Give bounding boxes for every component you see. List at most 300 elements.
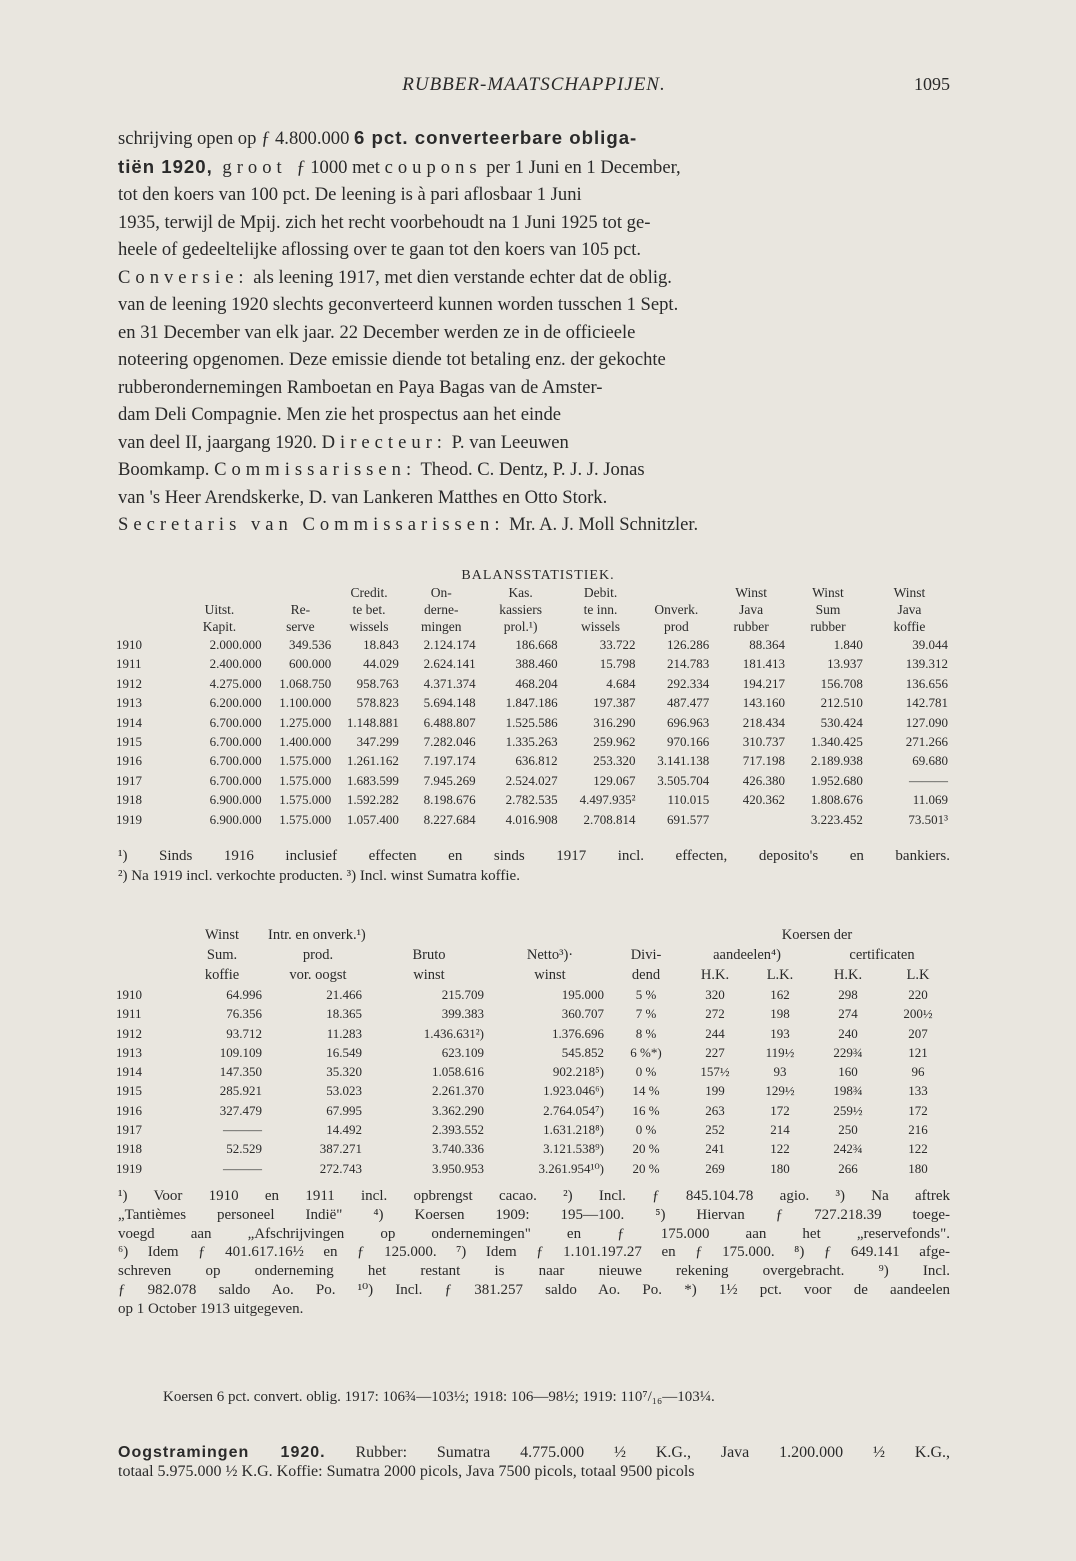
table-cell: 1.068.750: [279, 675, 332, 691]
table-header-row: [116, 945, 952, 965]
table-cell: 13.937: [827, 656, 863, 672]
table-cell: 8.227.684: [423, 811, 476, 827]
column-header: [639, 584, 713, 601]
table-cell: 1.683.599: [346, 772, 399, 788]
table-cell: 129½: [765, 1083, 795, 1099]
table-cell: 252: [705, 1122, 725, 1138]
table-cell: 11.069: [912, 792, 948, 808]
column-header: serve: [286, 619, 315, 634]
column-header: winst: [534, 967, 566, 983]
text-line: ƒ 1000 met: [296, 156, 385, 178]
text-line: ƒ 4.800.000: [261, 128, 355, 149]
table-cell: ———: [223, 1122, 262, 1138]
column-header: prod.: [302, 947, 334, 963]
table-cell: 4.275.000: [209, 675, 262, 691]
table-cell: 214: [770, 1122, 790, 1138]
text-line: Theod. C. Dentz, P. J. J. Jonas: [416, 459, 645, 480]
table-cell: 162: [770, 987, 790, 1002]
table-cell: 6.700.000: [209, 753, 262, 769]
table-cell: 1.631.218⁸): [543, 1122, 604, 1138]
column-header: Debit.: [583, 585, 618, 600]
year-cell: 1913: [116, 695, 142, 711]
table-cell: 2.624.141: [423, 656, 476, 672]
column-header: winst: [413, 967, 445, 983]
running-header: [118, 74, 950, 104]
column-header: H.K.: [833, 967, 863, 983]
table-cell: 292.334: [666, 675, 710, 691]
spaced-text: Conversie:: [118, 266, 249, 288]
table-cell: 1.575.000: [279, 792, 332, 808]
column-header: L.K.: [766, 967, 794, 983]
bold-heading: tiën 1920,: [118, 155, 213, 177]
column-header: [116, 925, 176, 945]
table-cell: 530.424: [820, 714, 863, 730]
table-cell: 7.197.174: [423, 753, 476, 769]
table-cell: 160: [838, 1064, 858, 1080]
column-header: [116, 945, 176, 965]
table-cell: 199: [705, 1083, 725, 1099]
footnote: schreven op onderneming het restant is naar nieuwe rekening overgebracht. ⁹) Incl.: [118, 1263, 950, 1280]
table-cell: 2.764.054⁷): [543, 1102, 604, 1118]
table-cell: 1.261.162: [346, 753, 399, 769]
table-cell: 142.781: [905, 695, 948, 711]
text-line: Boomkamp.: [118, 459, 215, 480]
column-header: certificaten: [849, 947, 915, 963]
footnote: ¹) Sinds 1916 inclusief effecten en sinds 1917 incl. effecten, deposito's en bankiers.: [118, 848, 950, 864]
running-title: RUBBER-MAATSCHAPPIJEN.: [402, 74, 666, 95]
table-row: [116, 1101, 952, 1120]
page-number: 1095: [914, 74, 950, 94]
table-cell: 110.015: [667, 792, 710, 808]
table-cell: 3.740.336: [432, 1141, 484, 1157]
year-cell: 1914: [116, 1064, 142, 1080]
table-cell: 93: [773, 1064, 787, 1080]
table-cell: 2.189.938: [810, 753, 863, 769]
table-header-row: [116, 925, 952, 945]
table-cell: 35.320: [326, 1064, 362, 1080]
table-cell: 44.029: [363, 656, 399, 672]
table-cell: 1.525.586: [505, 714, 558, 730]
table-cell: 316.290: [593, 714, 636, 730]
table-cell: 6.700.000: [209, 772, 262, 788]
table-cell: 387.271: [319, 1141, 362, 1157]
table-cell: 229¾: [833, 1044, 863, 1060]
table-row: [116, 1159, 952, 1178]
table-cell: 16.549: [326, 1044, 362, 1060]
table-row: [116, 1004, 952, 1023]
year-cell: 1910: [116, 987, 142, 1002]
table-cell: 253.320: [593, 753, 636, 769]
table-cell: 6.488.807: [423, 714, 476, 730]
footnote: ¹) Voor 1910 en 1911 incl. opbrengst cacao. ²) Incl. ƒ 845.104.78 agio. ³) Na aftrek: [118, 1188, 950, 1204]
table-cell: 88.364: [749, 637, 786, 652]
year-cell: 1918: [116, 1141, 142, 1157]
table-cell: 109.109: [219, 1044, 262, 1060]
table-row: [116, 693, 952, 712]
table-cell: 76.356: [226, 1006, 262, 1022]
table-cell: 388.460: [515, 656, 558, 672]
table-cell: 21.466: [326, 987, 362, 1002]
text-line: van de leening 1920 slechts geconverteerd kunnen worden tusschen 1 Sept.: [118, 294, 679, 315]
column-header: prol.¹): [503, 619, 538, 634]
oogstramingen: [118, 1443, 950, 1481]
column-header: On-: [430, 585, 452, 600]
table-cell: 347.299: [356, 734, 399, 750]
spaced-text: groot: [212, 156, 297, 178]
table-cell: 468.204: [515, 675, 558, 691]
table-cell: 198¾: [833, 1083, 863, 1099]
table-row: [116, 985, 952, 1004]
table-cell: 970.166: [666, 734, 710, 750]
company-paragraph: [118, 124, 950, 539]
column-header: Kas.: [508, 585, 533, 600]
year-cell: 1916: [116, 1102, 142, 1118]
table-row: [116, 1024, 952, 1043]
column-header: te bet.: [352, 602, 386, 617]
table-cell: 64.996: [226, 987, 262, 1002]
footnote: „Tantièmes personeel Indië" ⁴) Koersen 1909: 195—100. ⁵) Hiervan ƒ 727.218.39 toege-: [118, 1206, 950, 1223]
table-cell: 360.707: [561, 1006, 604, 1022]
column-header: [610, 925, 682, 945]
spaced-text: coupons: [384, 156, 482, 178]
table-cell: 242¾: [833, 1141, 863, 1157]
table-cell: 93.712: [226, 1025, 262, 1041]
table-cell: 2.524.027: [505, 772, 558, 788]
table-cell: 53.023: [326, 1083, 362, 1099]
footnote: ²) Na 1919 incl. verkochte producten. ³) Incl. winst Sumatra koffie.: [118, 868, 520, 884]
column-header: Winst: [893, 585, 926, 600]
year-cell: 1911: [116, 656, 142, 672]
year-cell: 1917: [116, 772, 142, 788]
table-cell: 4.684: [606, 675, 636, 691]
table-cell: 6.700.000: [209, 734, 262, 750]
column-header: Kapit.: [202, 619, 237, 634]
table-cell: 180: [908, 1160, 928, 1176]
table-cell: 156.708: [820, 675, 863, 691]
column-header: Divi-: [630, 947, 662, 963]
column-header: Winst: [812, 585, 844, 600]
balans-footnotes: [118, 846, 950, 886]
text-line: rubberondernemingen Ramboetan en Paya Bagas van de Amster-: [118, 376, 603, 398]
table-cell: 902.218⁵): [552, 1064, 604, 1080]
text-line: Mr. A. J. Moll Schnitzler.: [504, 514, 699, 535]
column-header: Winst: [735, 585, 767, 600]
table-cell: 1.952.680: [810, 772, 863, 788]
text-line: totaal 5.975.000 ½ K.G. Koffie: Sumatra 2000 picols, Java 7500 picols, totaal 9500 picols: [118, 1463, 695, 1480]
footnote: voegd aan „Afschrijvingen op ondernemingen" en ƒ 175.000 aan het „reservefonds".: [118, 1225, 950, 1242]
table-cell: 186.668: [515, 637, 558, 652]
table-cell: 1.575.000: [279, 753, 332, 769]
table-cell: 327.479: [219, 1102, 262, 1118]
column-header: Onverk.: [654, 602, 699, 617]
table-cell: 1.436.631²): [423, 1025, 484, 1041]
table-cell: 545.852: [561, 1044, 604, 1060]
column-header: L.K: [906, 967, 930, 983]
table-cell: [713, 810, 789, 829]
year-cell: 1915: [116, 1083, 142, 1099]
column-header: kassiers: [499, 602, 542, 617]
table-cell: 1.923.046⁶): [543, 1083, 604, 1099]
text-line: van 's Heer Arendskerke, D. van Lankeren Matthes en Otto Stork.: [118, 486, 608, 508]
table-cell: 1.376.696: [552, 1025, 604, 1041]
table-cell: 143.160: [742, 695, 786, 711]
table-cell: 1.058.616: [432, 1064, 484, 1080]
table-cell: 172: [770, 1102, 790, 1118]
table-cell: 136.656: [905, 675, 948, 691]
table-cell: 1.335.263: [505, 734, 558, 750]
table-cell: 8.198.676: [423, 792, 476, 808]
table-cell: 0 %: [635, 1122, 657, 1138]
text-line: als leening 1917, met dien verstande echter dat de oblig.: [248, 266, 672, 288]
column-header: aandeelen⁴): [713, 947, 781, 963]
table-cell: 241: [705, 1141, 725, 1157]
table-cell: 0 %: [635, 1064, 657, 1080]
table-cell: 2.000.000: [209, 637, 262, 652]
text-line: Rubber: Sumatra 4.775.000 ½ K.G., Java 1.200.000 ½ K.G.,: [325, 1444, 951, 1461]
table-cell: 147.350: [219, 1064, 262, 1080]
year-cell: 1912: [116, 675, 142, 691]
year-cell: 1918: [116, 792, 142, 808]
table-header-row: [116, 965, 952, 985]
table-cell: 6.900.000: [209, 792, 262, 808]
year-cell: 1910: [116, 637, 142, 652]
table-cell: 3.362.290: [432, 1102, 484, 1118]
column-header: [116, 965, 176, 985]
year-cell: 1919: [116, 811, 142, 827]
table-cell: 2.400.000: [209, 656, 262, 672]
text-line: dam Deli Compagnie. Men zie het prospectus aan het einde: [118, 404, 562, 425]
table-cell: 20 %: [632, 1160, 660, 1176]
table-row: [116, 654, 952, 673]
table-cell: 4.497.935²: [579, 792, 636, 808]
column-header: Credit.: [350, 585, 388, 600]
column-header: [173, 584, 265, 601]
column-header: mingen: [420, 619, 462, 634]
table-cell: 1.148.881: [346, 714, 399, 730]
year-cell: 1919: [116, 1160, 142, 1176]
table-cell: 197.387: [593, 695, 636, 711]
winst-table: [116, 925, 952, 1178]
balans-title: BALANSSTATISTIEK.: [461, 568, 615, 583]
bold-heading: 6 pct. converteerbare obliga-: [354, 127, 638, 148]
column-header: Java: [897, 602, 922, 617]
year-cell: 1914: [116, 714, 142, 730]
table-cell: 67.995: [326, 1102, 362, 1118]
table-cell: 2.708.814: [583, 811, 636, 827]
table-cell: 7.945.269: [423, 772, 476, 788]
text-line: van deel II, jaargang 1920.: [118, 431, 322, 453]
table-cell: 272.743: [319, 1160, 362, 1176]
text-line: P. van Leeuwen: [446, 431, 569, 453]
table-cell: 180: [770, 1160, 790, 1176]
table-cell: ———: [223, 1160, 262, 1176]
table-cell: 320: [705, 987, 725, 1002]
table-cell: 1.340.425: [810, 734, 863, 750]
table-cell: 1.400.000: [279, 734, 332, 750]
footnote: ƒ 982.078 saldo Ao. Po. ¹⁰) Incl. ƒ 381.257 saldo Ao. Po. *) 1½ pct. voor de aandeelen: [118, 1281, 950, 1298]
table-cell: 263: [705, 1102, 725, 1118]
column-header: Re-: [290, 602, 311, 617]
table-cell: 1.808.676: [810, 792, 863, 808]
table-row: [116, 635, 952, 654]
table-cell: 157½: [700, 1064, 730, 1080]
table-cell: 274: [838, 1006, 858, 1022]
column-header: vor. oogst: [289, 967, 347, 983]
column-header: Netto³)·: [526, 947, 574, 963]
table-cell: 349.536: [288, 637, 332, 652]
table-cell: 73.501³: [908, 811, 948, 827]
table-row: [116, 751, 952, 770]
table-cell: 6.900.000: [209, 811, 262, 827]
table-header-row: [116, 601, 952, 618]
table-cell: 122: [908, 1141, 928, 1157]
table-cell: 172: [908, 1102, 928, 1118]
column-header: wissels: [349, 619, 389, 634]
table-cell: 4.016.908: [505, 811, 558, 827]
table-header-row: [116, 618, 952, 635]
table-cell: 244: [705, 1025, 725, 1041]
table-cell: 696.963: [666, 714, 710, 730]
year-cell: 1917: [116, 1122, 142, 1138]
text-line: en 31 December van elk jaar. 22 December werden ze in de officieele: [118, 321, 636, 343]
table-cell: 2.393.552: [432, 1122, 484, 1138]
table-row: [116, 732, 952, 751]
table-cell: 266: [838, 1160, 858, 1176]
table-cell: 958.763: [356, 675, 399, 691]
table-cell: 2.782.535: [505, 792, 558, 808]
year-cell: 1916: [116, 753, 142, 769]
text-line: tot den koers van 100 pct. De leening is à pari aflosbaar 1 Juni: [118, 184, 582, 205]
table-cell: 1.057.400: [346, 811, 399, 827]
column-header: H.K.: [700, 967, 730, 983]
table-cell: 5.694.148: [423, 695, 476, 711]
table-cell: 600.000: [288, 656, 332, 672]
table-cell: 310.737: [742, 734, 786, 750]
table-cell: 139.312: [905, 656, 948, 672]
table-cell: 127.090: [905, 714, 948, 730]
column-header: koffie: [893, 619, 926, 634]
year-cell: 1911: [116, 1006, 142, 1022]
table-cell: 7.282.046: [423, 734, 476, 750]
table-cell: 6.200.000: [209, 695, 262, 711]
table-cell: 1.592.282: [346, 792, 399, 808]
column-header: derne-: [424, 602, 459, 617]
table-cell: 220: [908, 987, 928, 1002]
table-cell: 193: [770, 1025, 790, 1041]
table-cell: 298: [838, 987, 858, 1002]
table-cell: 1.840: [833, 637, 863, 652]
table-cell: 1.847.186: [505, 695, 558, 711]
column-header: koffie: [204, 967, 240, 983]
column-header: wissels: [581, 619, 621, 634]
table-cell: 215.709: [441, 987, 484, 1002]
year-cell: 1912: [116, 1025, 142, 1041]
winst-footnotes: [118, 1187, 950, 1319]
table-cell: 399.383: [441, 1006, 484, 1022]
balans-table: [116, 584, 952, 829]
text-line: noteering opgenomen. Deze emissie diende tot betaling enz. der gekochte: [118, 349, 666, 370]
table-cell: 16 %: [632, 1102, 660, 1118]
table-cell: 195.000: [561, 987, 604, 1002]
table-cell: 259½: [833, 1102, 863, 1118]
table-cell: 623.109: [441, 1044, 484, 1060]
table-cell: 18.365: [326, 1006, 362, 1022]
table-cell: 3.505.704: [657, 772, 710, 788]
table-cell: 1.275.000: [279, 714, 332, 730]
table-cell: 6 %*): [630, 1044, 662, 1060]
table-cell: 14.492: [326, 1122, 362, 1138]
table-cell: 691.577: [666, 811, 710, 827]
table-cell: 129.067: [593, 772, 636, 788]
table-cell: 52.529: [226, 1141, 262, 1157]
table-cell: 426.380: [742, 772, 786, 788]
table-cell: 269: [705, 1160, 725, 1176]
column-header: Java: [739, 602, 764, 617]
column-header: Intr. en onverk.¹): [268, 927, 366, 943]
table-cell: 3.261.954¹⁰): [538, 1160, 604, 1176]
table-cell: 272: [705, 1006, 725, 1022]
table-cell: 4.371.374: [423, 675, 476, 691]
footnote: ⁶) Idem ƒ 401.617.16½ en ƒ 125.000. ⁷) Idem ƒ 1.101.197.27 en ƒ 175.000. ⁸) ƒ 649.141 afge-: [118, 1244, 950, 1261]
table-cell: 126.286: [666, 637, 710, 652]
year-cell: 1915: [116, 734, 142, 750]
table-cell: 121: [908, 1044, 928, 1060]
table-cell: 96: [911, 1064, 925, 1080]
table-row: [116, 1062, 952, 1081]
column-header: Bruto: [412, 947, 446, 963]
table-cell: 3.141.138: [657, 753, 710, 769]
table-cell: 271.266: [905, 734, 948, 750]
table-cell: 18.843: [363, 637, 399, 652]
table-cell: 420.362: [742, 792, 786, 808]
table-cell: 578.823: [356, 695, 399, 711]
table-cell: 2.261.370: [432, 1083, 484, 1099]
column-header: [116, 584, 173, 601]
table-row: [116, 674, 952, 693]
table-cell: 487.477: [666, 695, 710, 711]
column-header: prod: [663, 619, 689, 634]
table-cell: 14 %: [632, 1083, 660, 1099]
table-cell: 7 %: [635, 1006, 657, 1022]
table-cell: 207: [908, 1025, 928, 1041]
table-cell: 122: [770, 1141, 790, 1157]
spaced-text: Secretaris van Commissarissen:: [118, 514, 505, 535]
column-header: Koersen der: [781, 927, 853, 943]
table-header-row: [116, 584, 952, 601]
column-header: [116, 601, 173, 618]
table-cell: 119½: [765, 1044, 795, 1060]
column-header: te inn.: [583, 602, 618, 617]
text-line: 1935, terwijl de Mpij. zich het recht voorbehoudt na 1 Juni 1925 tot ge-: [118, 211, 651, 233]
footnote: op 1 October 1913 uitgegeven.: [118, 1300, 304, 1317]
column-header: Uitst.: [204, 602, 235, 617]
spaced-text: Directeur:: [321, 431, 447, 453]
table-cell: 133: [908, 1083, 928, 1099]
table-row: [116, 1043, 952, 1062]
table-cell: 227: [705, 1044, 725, 1060]
year-cell: 1913: [116, 1044, 142, 1060]
text-line: per 1 Juni en 1 December,: [481, 156, 681, 178]
table-row: [116, 810, 952, 829]
table-row: [116, 1081, 952, 1100]
table-cell: 636.812: [515, 753, 558, 769]
table-cell: 194.217: [742, 675, 786, 691]
table-cell: 200½: [903, 1006, 933, 1022]
column-header: Sum.: [206, 947, 238, 963]
table-cell: 216: [908, 1122, 928, 1138]
table-cell: 1.575.000: [279, 811, 332, 827]
column-header: Sum: [815, 602, 841, 617]
